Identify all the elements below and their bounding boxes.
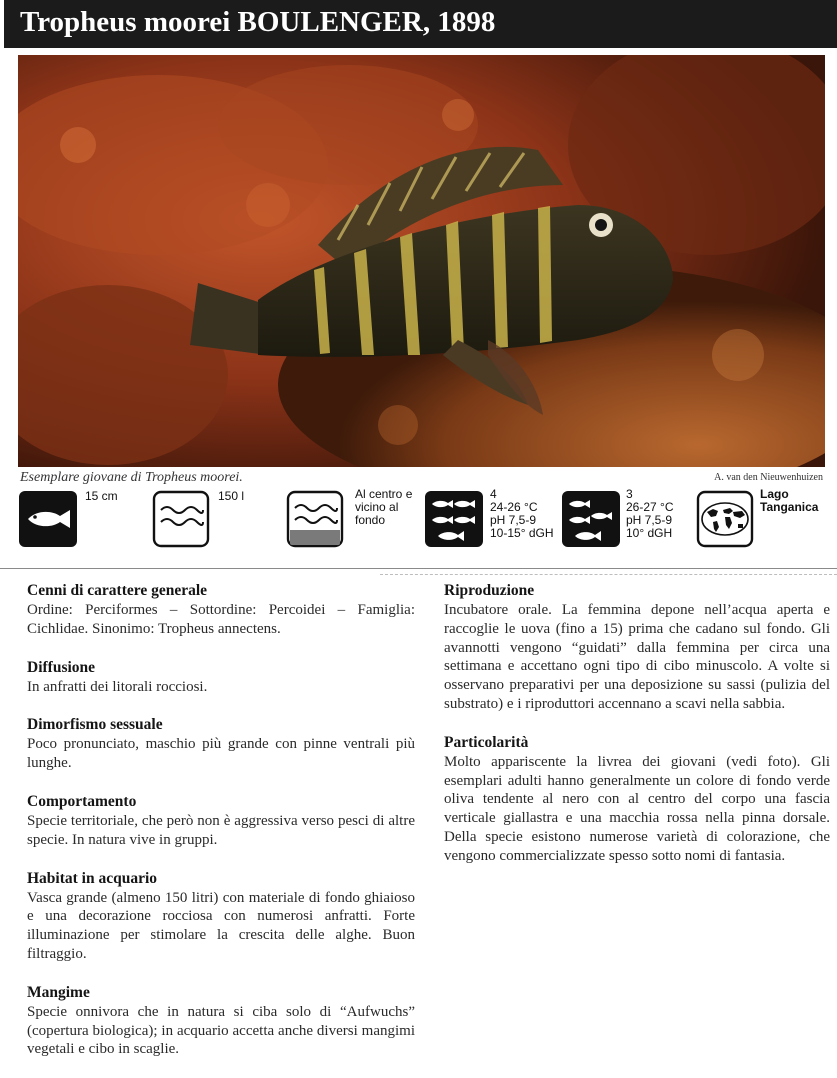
school-fish-icon bbox=[424, 490, 484, 548]
swimming-zone-line-3: fondo bbox=[355, 513, 386, 527]
section-heading: Diffusione bbox=[27, 658, 96, 676]
section-heading: Habitat in acquario bbox=[27, 869, 158, 887]
section-general bbox=[27, 581, 415, 639]
section-heading: Particolarità bbox=[444, 733, 529, 751]
section-body: Ordine: Perciformes – Sottordine: Percoidei – Famiglia: Cichlidae. Sinonimo: Tropheus annectens. bbox=[27, 602, 415, 637]
section-body: Poco pronunciato, maschio più grande con pinne ventrali più lunghe. bbox=[27, 736, 415, 772]
fish-size-value: 15 cm bbox=[85, 489, 118, 503]
breeding-hardness: 10° dGH bbox=[626, 526, 673, 540]
tank-volume-icon bbox=[152, 490, 210, 548]
left-column bbox=[27, 581, 415, 1078]
photo-caption: Esemplare giovane di Tropheus moorei. bbox=[20, 470, 243, 485]
section-body: Vasca grande (almeno 150 litri) con materiale di fondo ghiaioso e una decorazione rocciosa con numerosi anfratti. Forte illuminazione per stimolare la crescita delle alghe. Buon filtraggio. bbox=[27, 889, 415, 962]
section-habitat bbox=[27, 869, 415, 964]
photo-credit: A. van den Nieuwenhuizen bbox=[714, 472, 823, 483]
section-body: Specie onnivora che in natura si ciba solo di “Aufwuchs” (copertura biologica); in acquario accetta anche diversi mangimi vegetali e cibo in scaglie. bbox=[27, 1003, 415, 1058]
section-heading: Dimorfismo sessuale bbox=[27, 716, 163, 734]
section-dimorphism bbox=[27, 715, 415, 773]
swimming-zone-line-2: vicino al bbox=[355, 500, 399, 514]
section-body: Incubatore orale. La femmina depone nell’acqua aperta e raccoglie le uova (fino a 15) prima che cadano sul fondo. Gli avannotti vengono “guidati” dalla femmina per circa una settimana e accettano ogni tipo di cibo minuscolo. A volte si osservano preparativi per una deposizione su sassi (pulizia del substrato) e i riproduttori accennano a scavi nella sabbia. bbox=[444, 602, 830, 712]
fish-size-label bbox=[85, 490, 118, 503]
swimming-zone-icon bbox=[286, 490, 344, 548]
section-body: Molto appariscente la livrea dei giovani (vedi foto). Gli esemplari adulti hanno generalmente un colore di fondo verde oliva tendente al nero con al centro del corpo una fascia verticale giallastra e una macchia rossa nella pinna dorsale. Della specie esistono numerose varietà di colorazione, che vengono commercializzate spesso sotto nomi di fantasia. bbox=[444, 753, 830, 864]
fish-photo bbox=[18, 55, 825, 467]
section-heading: Riproduzione bbox=[444, 582, 535, 599]
section-body: In anfratti dei litorali rocciosi. bbox=[27, 678, 208, 695]
section-features bbox=[444, 733, 830, 866]
section-body: Specie territoriale, che però non è aggressiva verso pesci di altre specie. In natura vive in gruppi. bbox=[27, 812, 415, 848]
section-behaviour bbox=[27, 792, 415, 850]
origin-label bbox=[760, 488, 818, 514]
section-heading: Comportamento bbox=[27, 792, 137, 810]
section-heading: Cenni di carattere generale bbox=[27, 582, 208, 599]
breeding-temperature: 26-27 °C bbox=[626, 500, 674, 514]
breeding-ph: pH 7,5-9 bbox=[626, 513, 673, 527]
section-reproduction bbox=[444, 581, 830, 714]
section-divider-dashed bbox=[380, 574, 837, 575]
swimming-zone-label bbox=[355, 488, 412, 527]
group-conditions-label bbox=[490, 488, 554, 540]
section-divider bbox=[0, 568, 837, 569]
origin-line-2: Tanganica bbox=[760, 500, 819, 514]
section-food bbox=[27, 983, 415, 1059]
fish-size-icon bbox=[18, 490, 78, 548]
breeding-conditions-label bbox=[626, 488, 674, 540]
breeding-fish-icon bbox=[561, 490, 621, 548]
origin-line-1: Lago bbox=[760, 487, 789, 501]
world-map-icon bbox=[696, 490, 754, 548]
page-title: Tropheus moorei BOULENGER, 1898 bbox=[4, 0, 837, 48]
section-distribution bbox=[27, 658, 415, 697]
right-column bbox=[444, 581, 830, 885]
swimming-zone-line-1: Al centro e bbox=[355, 487, 413, 501]
breeding-count: 3 bbox=[626, 487, 633, 501]
tank-volume-label bbox=[218, 490, 244, 503]
group-temperature: 24-26 °C bbox=[490, 500, 538, 514]
tank-volume-value: 150 l bbox=[218, 489, 245, 503]
group-count: 4 bbox=[490, 487, 497, 501]
group-ph: pH 7,5-9 bbox=[490, 513, 537, 527]
section-heading: Mangime bbox=[27, 983, 90, 1001]
group-hardness: 10-15° dGH bbox=[490, 526, 554, 540]
